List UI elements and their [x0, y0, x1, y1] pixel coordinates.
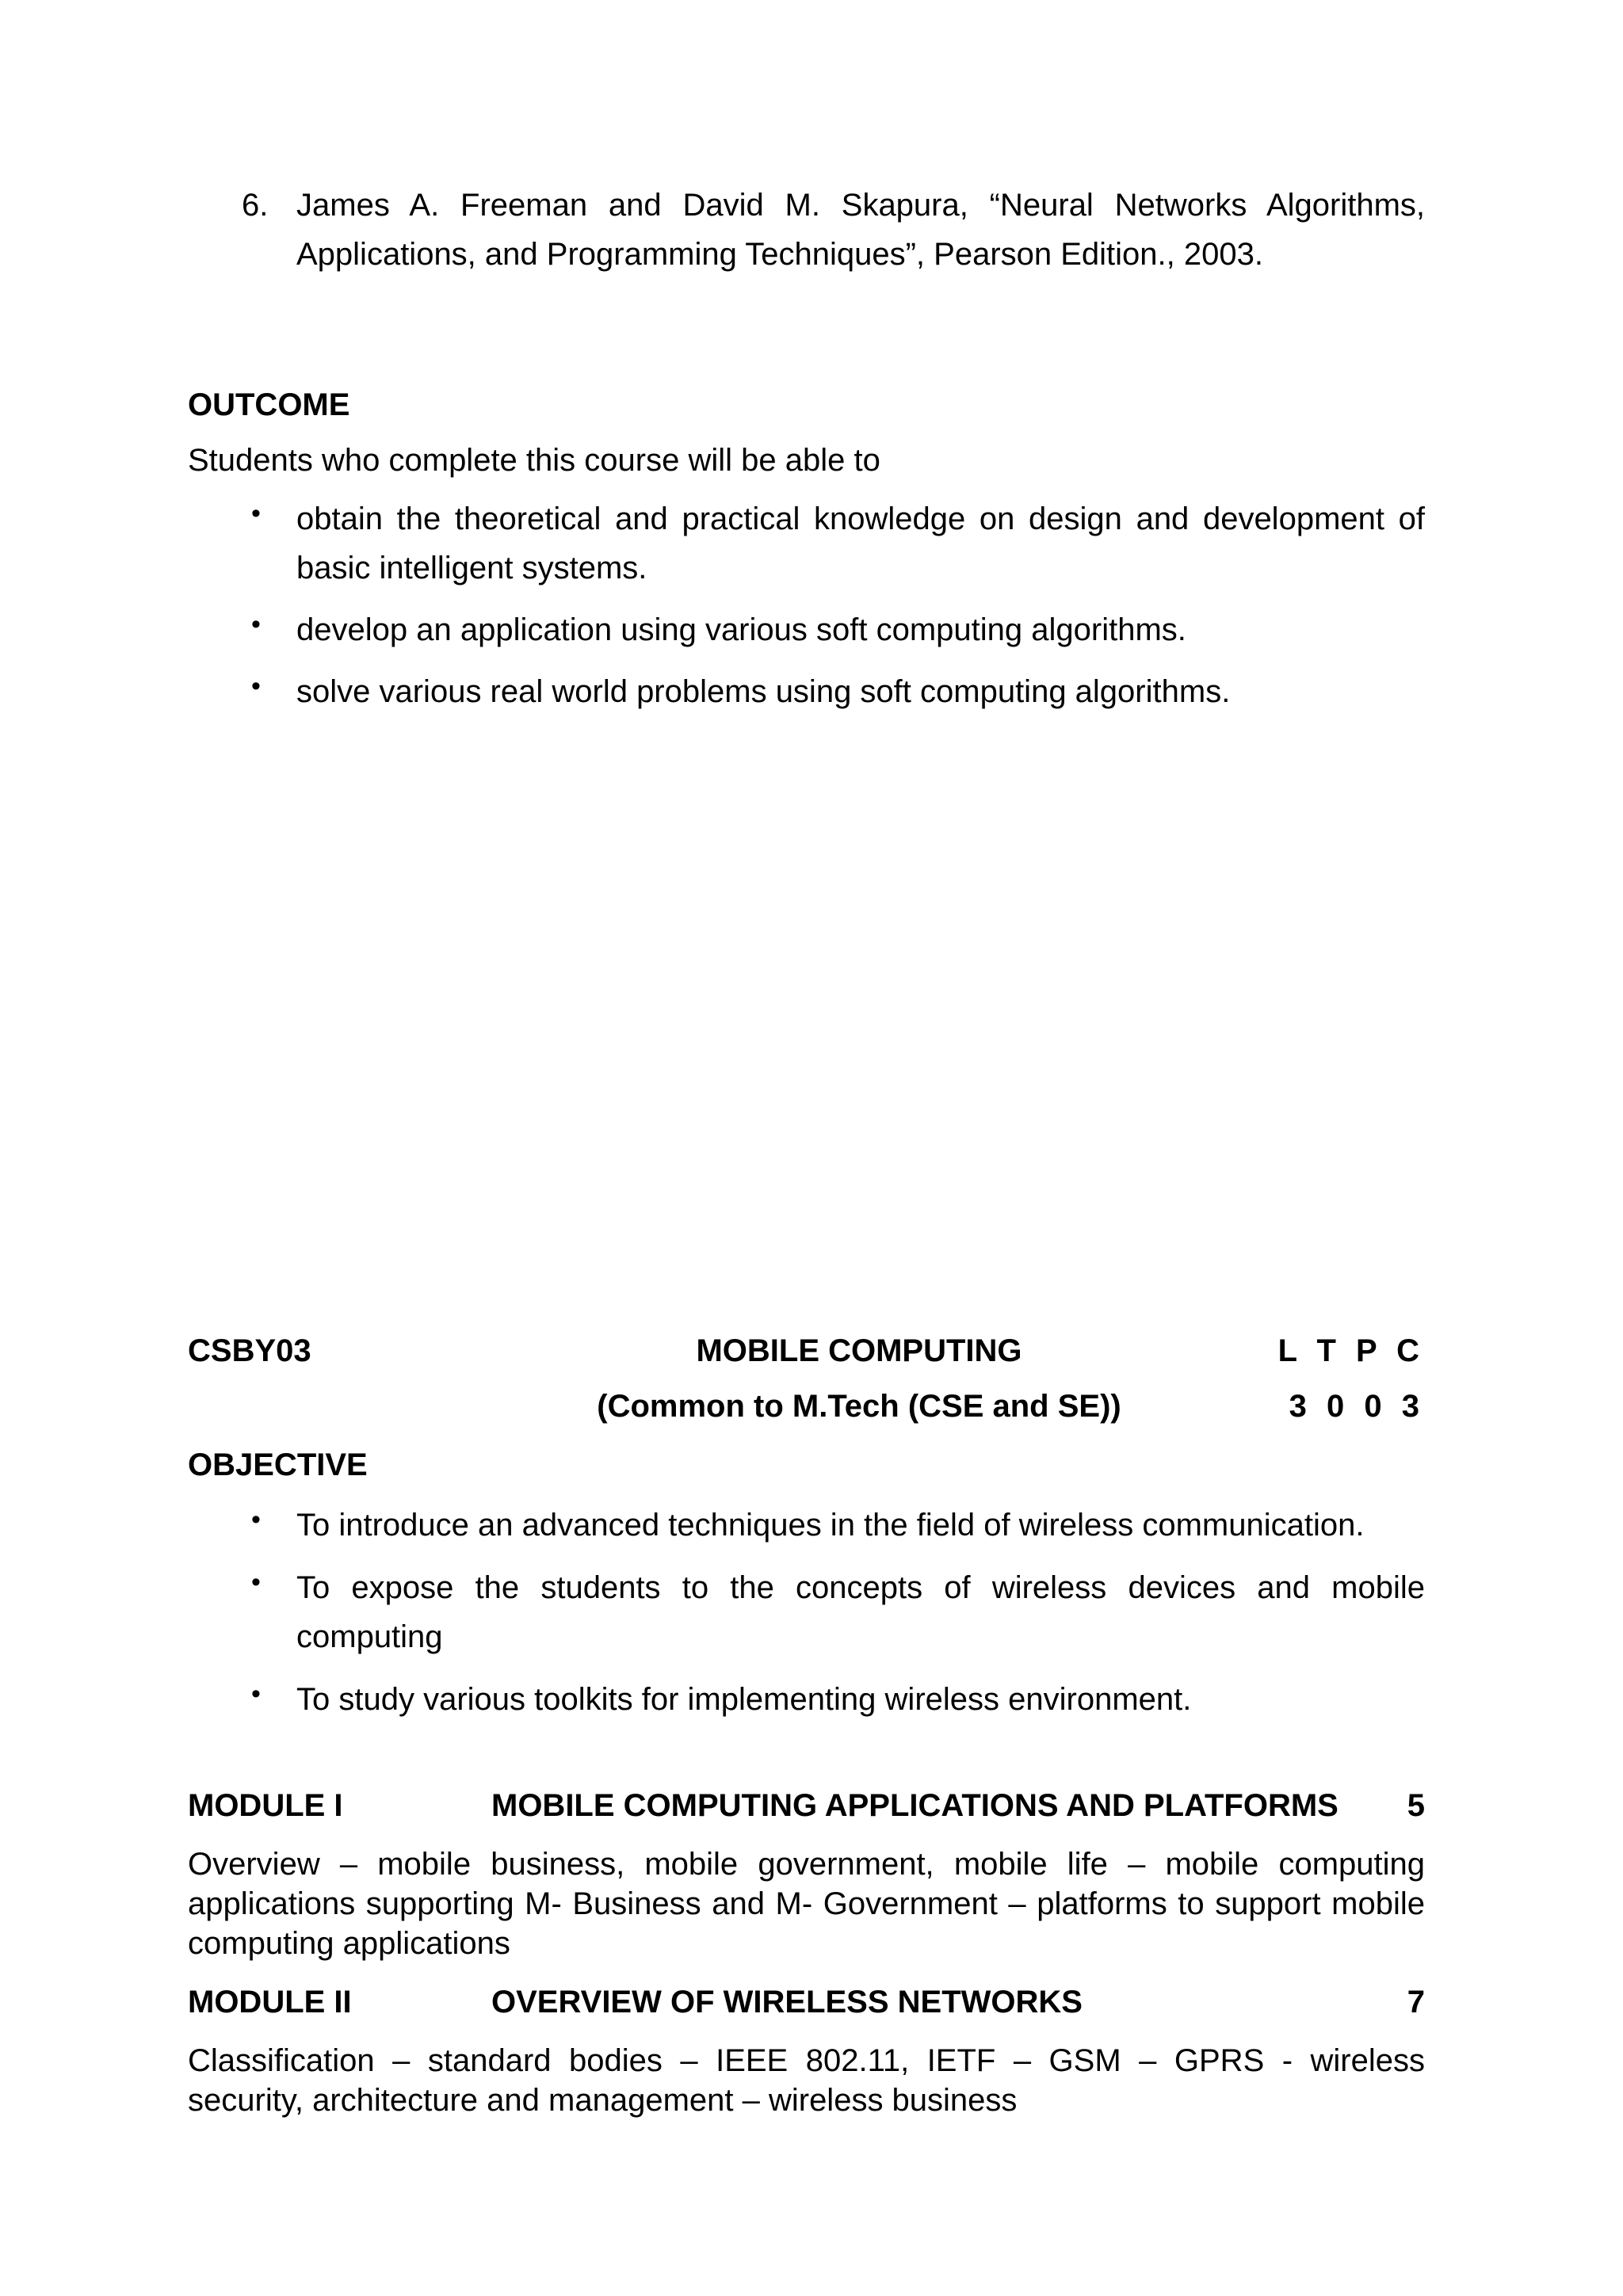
course-title: MOBILE COMPUTING — [696, 1333, 1022, 1368]
bullet-text: solve various real world problems using soft computing algorithms. — [296, 674, 1231, 709]
course-header-row-1 — [188, 1326, 1425, 1375]
module-label: MODULE II — [188, 1985, 352, 2019]
bullet-item — [188, 667, 1425, 716]
outcome-bullet-list — [188, 494, 1425, 716]
objective-bullet-list — [188, 1501, 1425, 1724]
bullet-item — [188, 1563, 1425, 1661]
bullet-text: To expose the students to the concepts of wireless devices and mobile computing — [296, 1570, 1425, 1654]
course-code: CSBY03 — [188, 1333, 311, 1368]
reference-item — [188, 181, 1425, 279]
outcome-heading: OUTCOME — [188, 387, 350, 422]
module-title: MOBILE COMPUTING APPLICATIONS AND PLATFORMS — [491, 1788, 1338, 1823]
bullet-item — [188, 605, 1425, 654]
module-hours: 5 — [1407, 1788, 1425, 1823]
bullet-icon: • — [251, 1567, 261, 1597]
bullet-icon: • — [251, 498, 261, 528]
bullet-icon: • — [251, 1505, 261, 1535]
bullet-item — [188, 1501, 1425, 1550]
reference-text: James A. Freeman and David M. Skapura, “Neural Networks Algorithms, Applications, and Programming Techniques”, Pearson Edition., 2003. — [296, 188, 1425, 272]
course-subtitle: (Common to M.Tech (CSE and SE)) — [597, 1389, 1121, 1424]
bullet-text: develop an application using various soft computing algorithms. — [296, 612, 1186, 647]
objective-heading: OBJECTIVE — [188, 1447, 368, 1482]
bullet-item — [188, 1675, 1425, 1724]
outcome-intro: Students who complete this course will be able to — [188, 443, 880, 478]
module-description: Overview – mobile business, mobile government, mobile life – mobile computing applications supporting M- Business and M- Government – platforms to support mobile computing applications — [188, 1847, 1425, 1961]
reference-number: 6. — [242, 188, 269, 223]
module-label: MODULE I — [188, 1788, 343, 1823]
bullet-text: To study various toolkits for implementing wireless environment. — [296, 1682, 1192, 1717]
bullet-icon: • — [251, 609, 261, 639]
module-hours: 7 — [1407, 1985, 1425, 2019]
course-credits-header: L T P C — [1277, 1333, 1425, 1368]
bullet-icon: • — [251, 671, 261, 701]
bullet-icon: • — [251, 1679, 261, 1709]
bullet-item — [188, 494, 1425, 593]
module-heading — [188, 1978, 1425, 2027]
course-header — [188, 1326, 1425, 1431]
module-description: Classification – standard bodies – IEEE 802.11, IETF – GSM – GPRS - wireless security, architecture and management – wireless business — [188, 2043, 1425, 2118]
module-heading — [188, 1781, 1425, 1830]
course-credits-values: 3 0 0 3 — [1289, 1389, 1425, 1424]
course-header-row-2 — [188, 1382, 1425, 1431]
module-title: OVERVIEW OF WIRELESS NETWORKS — [491, 1985, 1083, 2019]
bullet-text: To introduce an advanced techniques in the field of wireless communication. — [296, 1508, 1365, 1543]
bullet-text: obtain the theoretical and practical knowledge on design and development of basic intelligent systems. — [296, 502, 1425, 585]
